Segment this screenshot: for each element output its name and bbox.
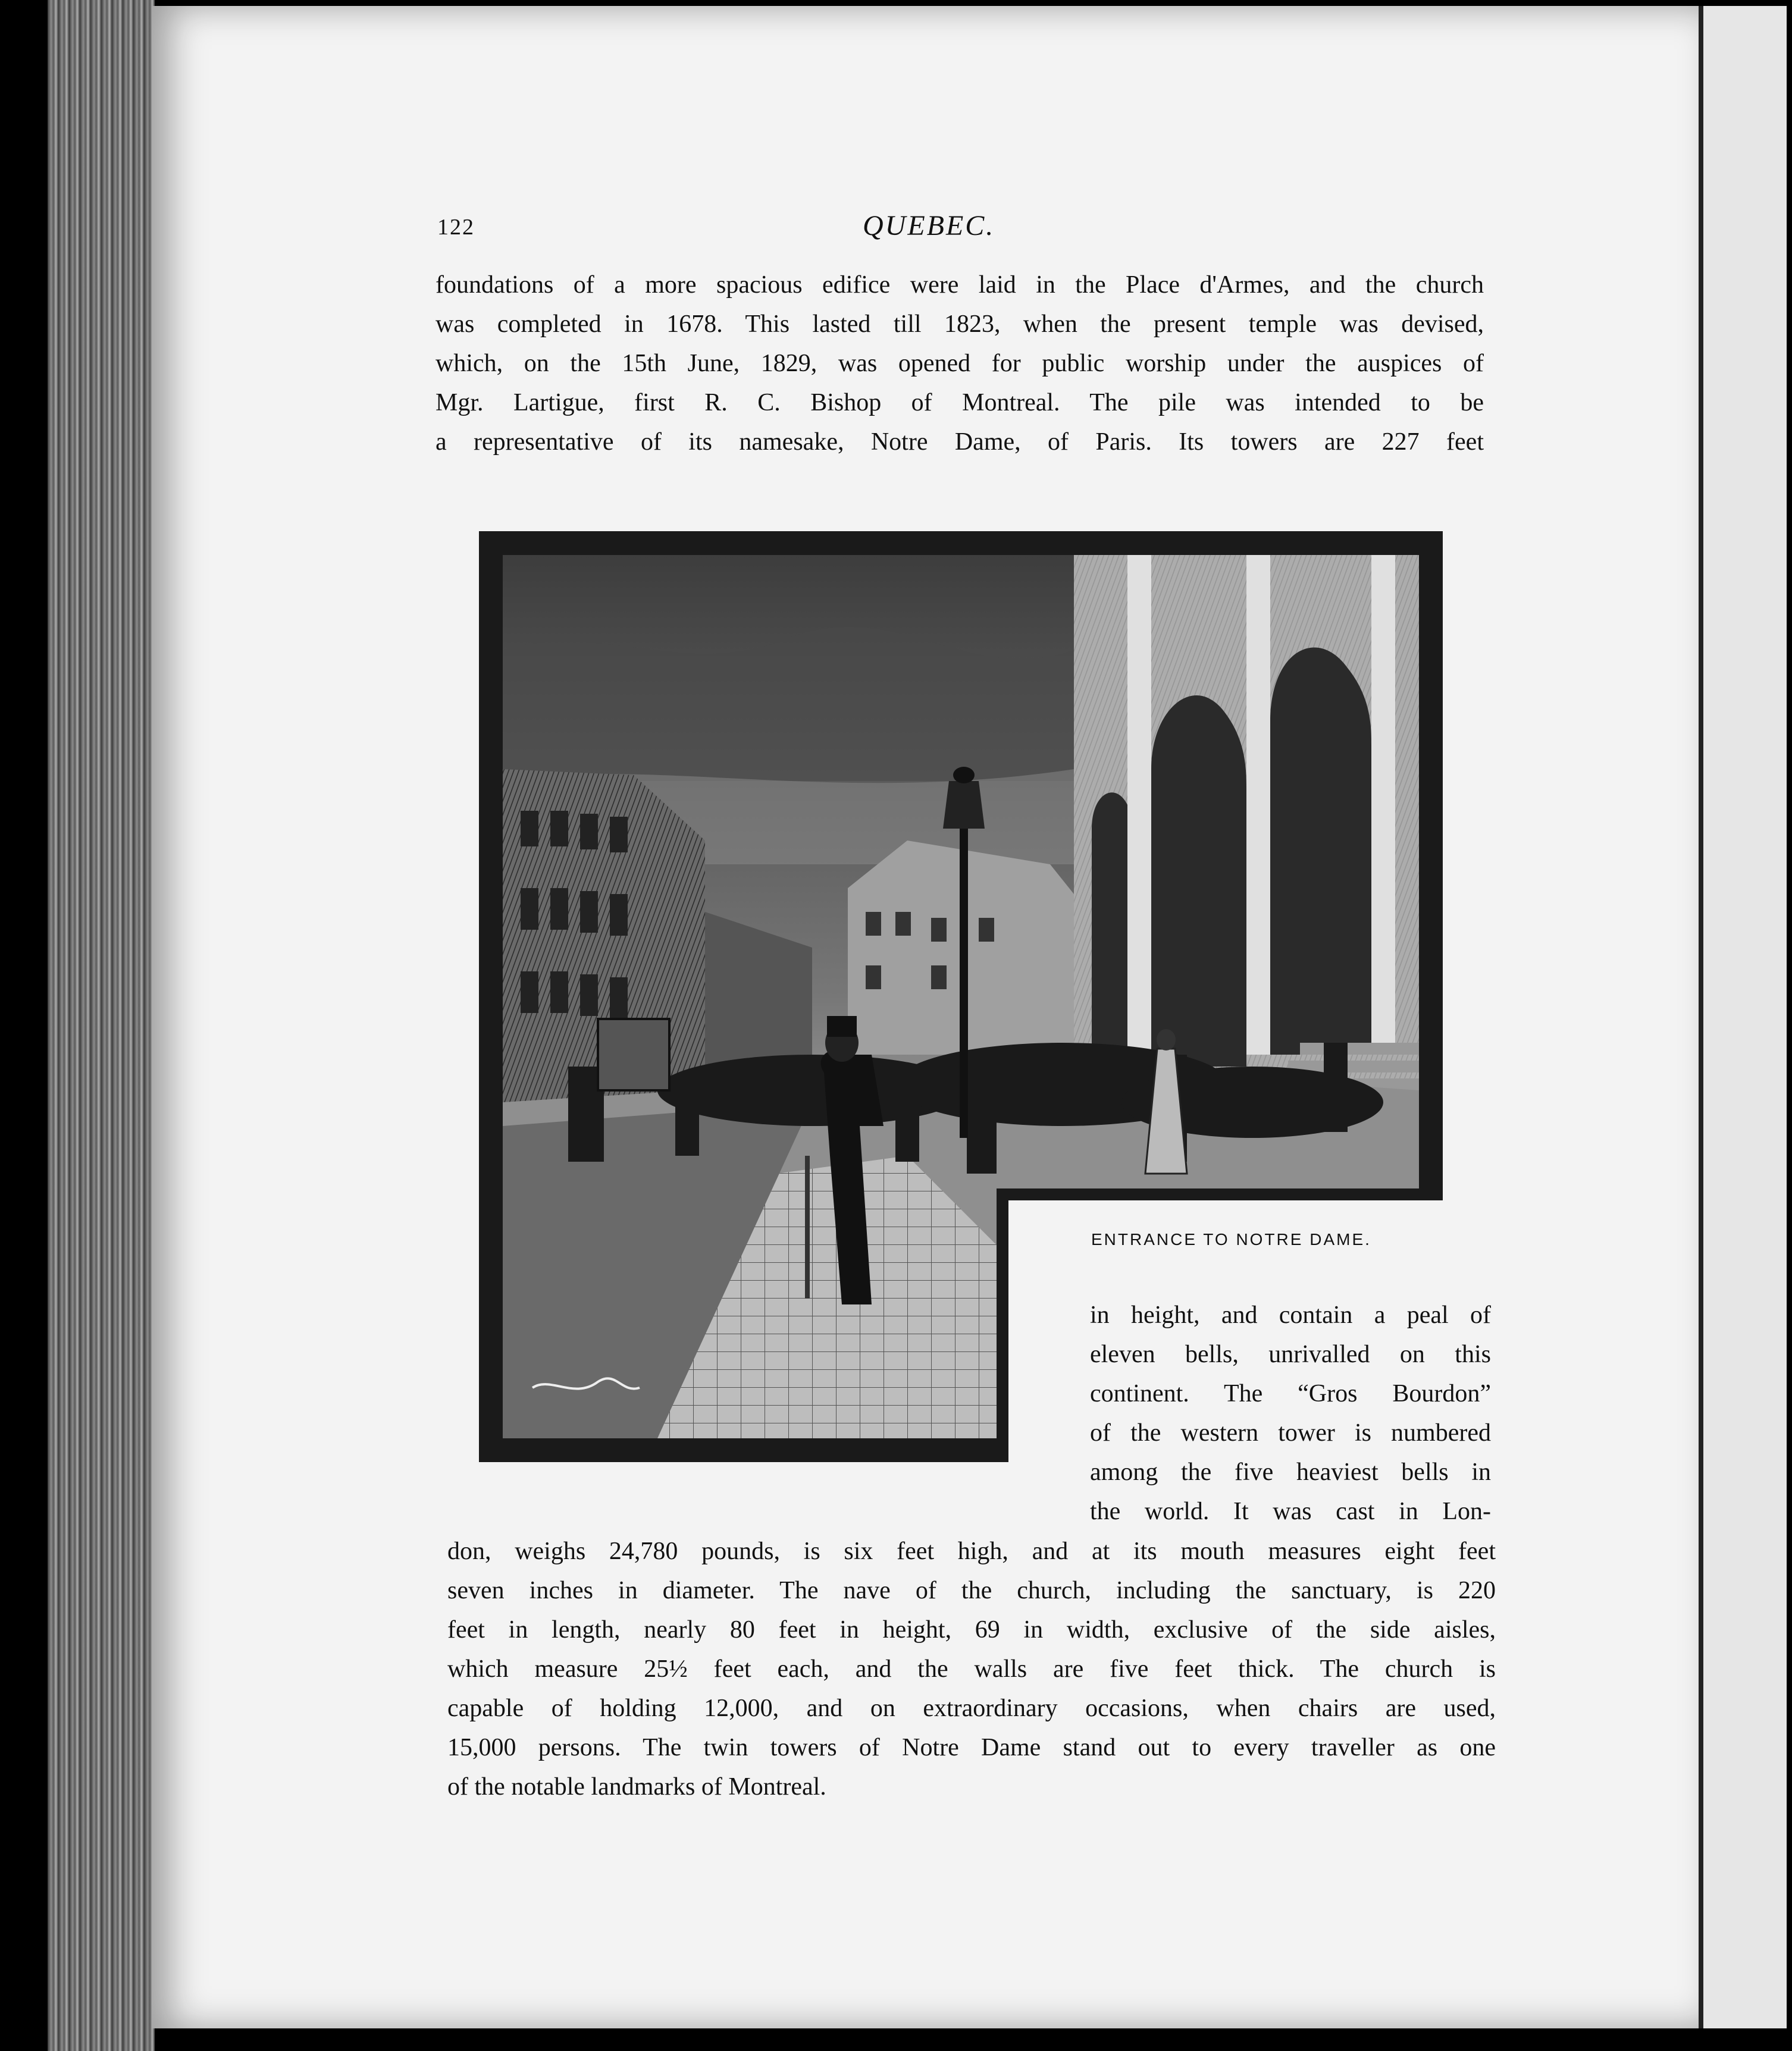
text-line: eleven bells, unrivalled on this <box>1090 1341 1491 1368</box>
text-line: was completed in 1678. This lasted till 1823, when the present temple was devised, <box>436 311 1484 338</box>
text-line: which, on the 15th June, 1829, was opened for public worship under the auspices of <box>436 350 1484 377</box>
text-line: seven inches in diameter. The nave of the church, including the sanctuary, is 220 <box>447 1577 1496 1604</box>
figure-caption: ENTRANCE TO NOTRE DAME. <box>1091 1230 1371 1249</box>
book-page-edges <box>48 0 155 2051</box>
text-line: in height, and contain a peal of <box>1090 1302 1491 1329</box>
text-line: capable of holding 12,000, and on extraordinary occasions, when chairs are used, <box>447 1695 1496 1722</box>
text-line: foundations of a more spacious edifice were laid in the Place d'Armes, and the church <box>436 271 1484 299</box>
next-page-edge <box>1699 6 1787 2028</box>
running-head: QUEBEC. <box>863 210 995 242</box>
text-line: Mgr. Lartigue, first R. C. Bishop of Montreal. The pile was intended to be <box>436 389 1484 416</box>
text-line: don, weighs 24,780 pounds, is six feet high, and at its mouth measures eight feet <box>447 1538 1496 1565</box>
text-line: of the notable landmarks of Montreal. <box>447 1773 826 1801</box>
text-line: feet in length, nearly 80 feet in height, 69 in width, exclusive of the side aisles, <box>447 1616 1496 1644</box>
paragraph-bottom <box>447 1532 1496 1807</box>
text-line: the world. It was cast in Lon- <box>1090 1498 1491 1525</box>
paragraph-right <box>1090 1296 1491 1531</box>
text-line: a representative of its namesake, Notre Dame, of Paris. Its towers are 227 feet <box>436 428 1484 456</box>
text-line: continent. The “Gros Bourdon” <box>1090 1380 1491 1407</box>
text-line: 15,000 persons. The twin towers of Notre Dame stand out to every traveller as one <box>447 1734 1496 1761</box>
text-line: which measure 25½ feet each, and the walls are five feet thick. The church is <box>447 1655 1496 1683</box>
paragraph-top <box>436 265 1484 462</box>
text-line: of the western tower is numbered <box>1090 1419 1491 1447</box>
text-line: among the five heaviest bells in <box>1090 1459 1491 1486</box>
page-number: 122 <box>437 215 475 240</box>
